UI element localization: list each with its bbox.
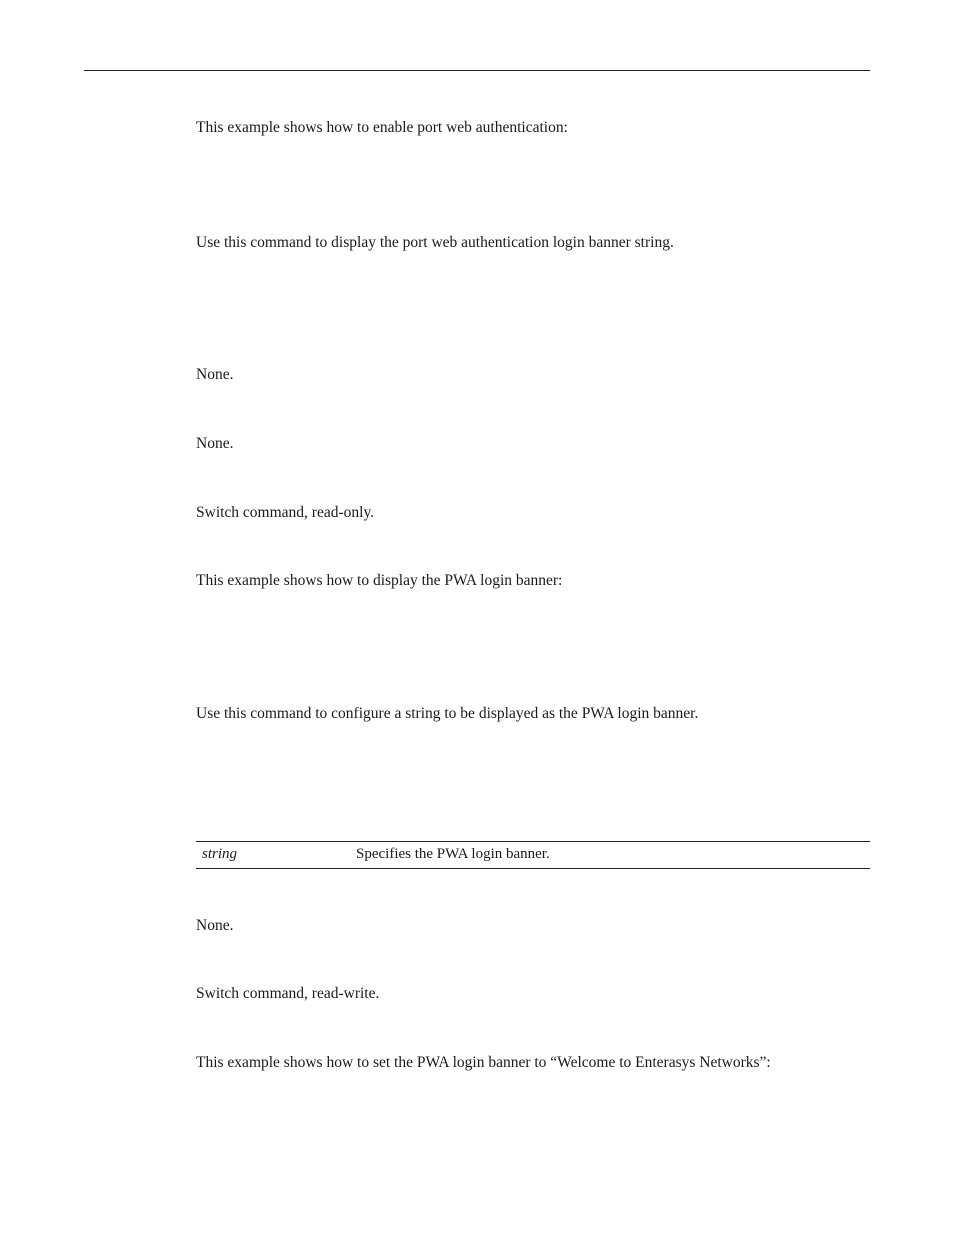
mode-read-only-text: Switch command, read-only.	[196, 504, 375, 521]
parameter-description: Specifies the PWA login banner.	[356, 846, 550, 862]
header-rule	[84, 70, 870, 71]
defaults-none-text-2: None.	[196, 917, 234, 934]
set-banner-description: Use this command to configure a string to be displayed as the PWA login banner.	[196, 705, 699, 722]
example-set-banner-text: This example shows how to set the PWA login banner to “Welcome to Enterasys Networks”:	[196, 1054, 771, 1071]
show-banner-description: Use this command to display the port web authentication login banner string.	[196, 234, 674, 251]
syntax-none-text: None.	[196, 366, 234, 383]
defaults-none-text: None.	[196, 435, 234, 452]
mode-read-write-text: Switch command, read-write.	[196, 985, 380, 1002]
parameter-name: string	[202, 846, 238, 862]
example-enable-text: This example shows how to enable port web authentication:	[196, 119, 568, 136]
example-display-banner-text: This example shows how to display the PWA login banner:	[196, 572, 563, 589]
parameter-table	[196, 841, 870, 869]
